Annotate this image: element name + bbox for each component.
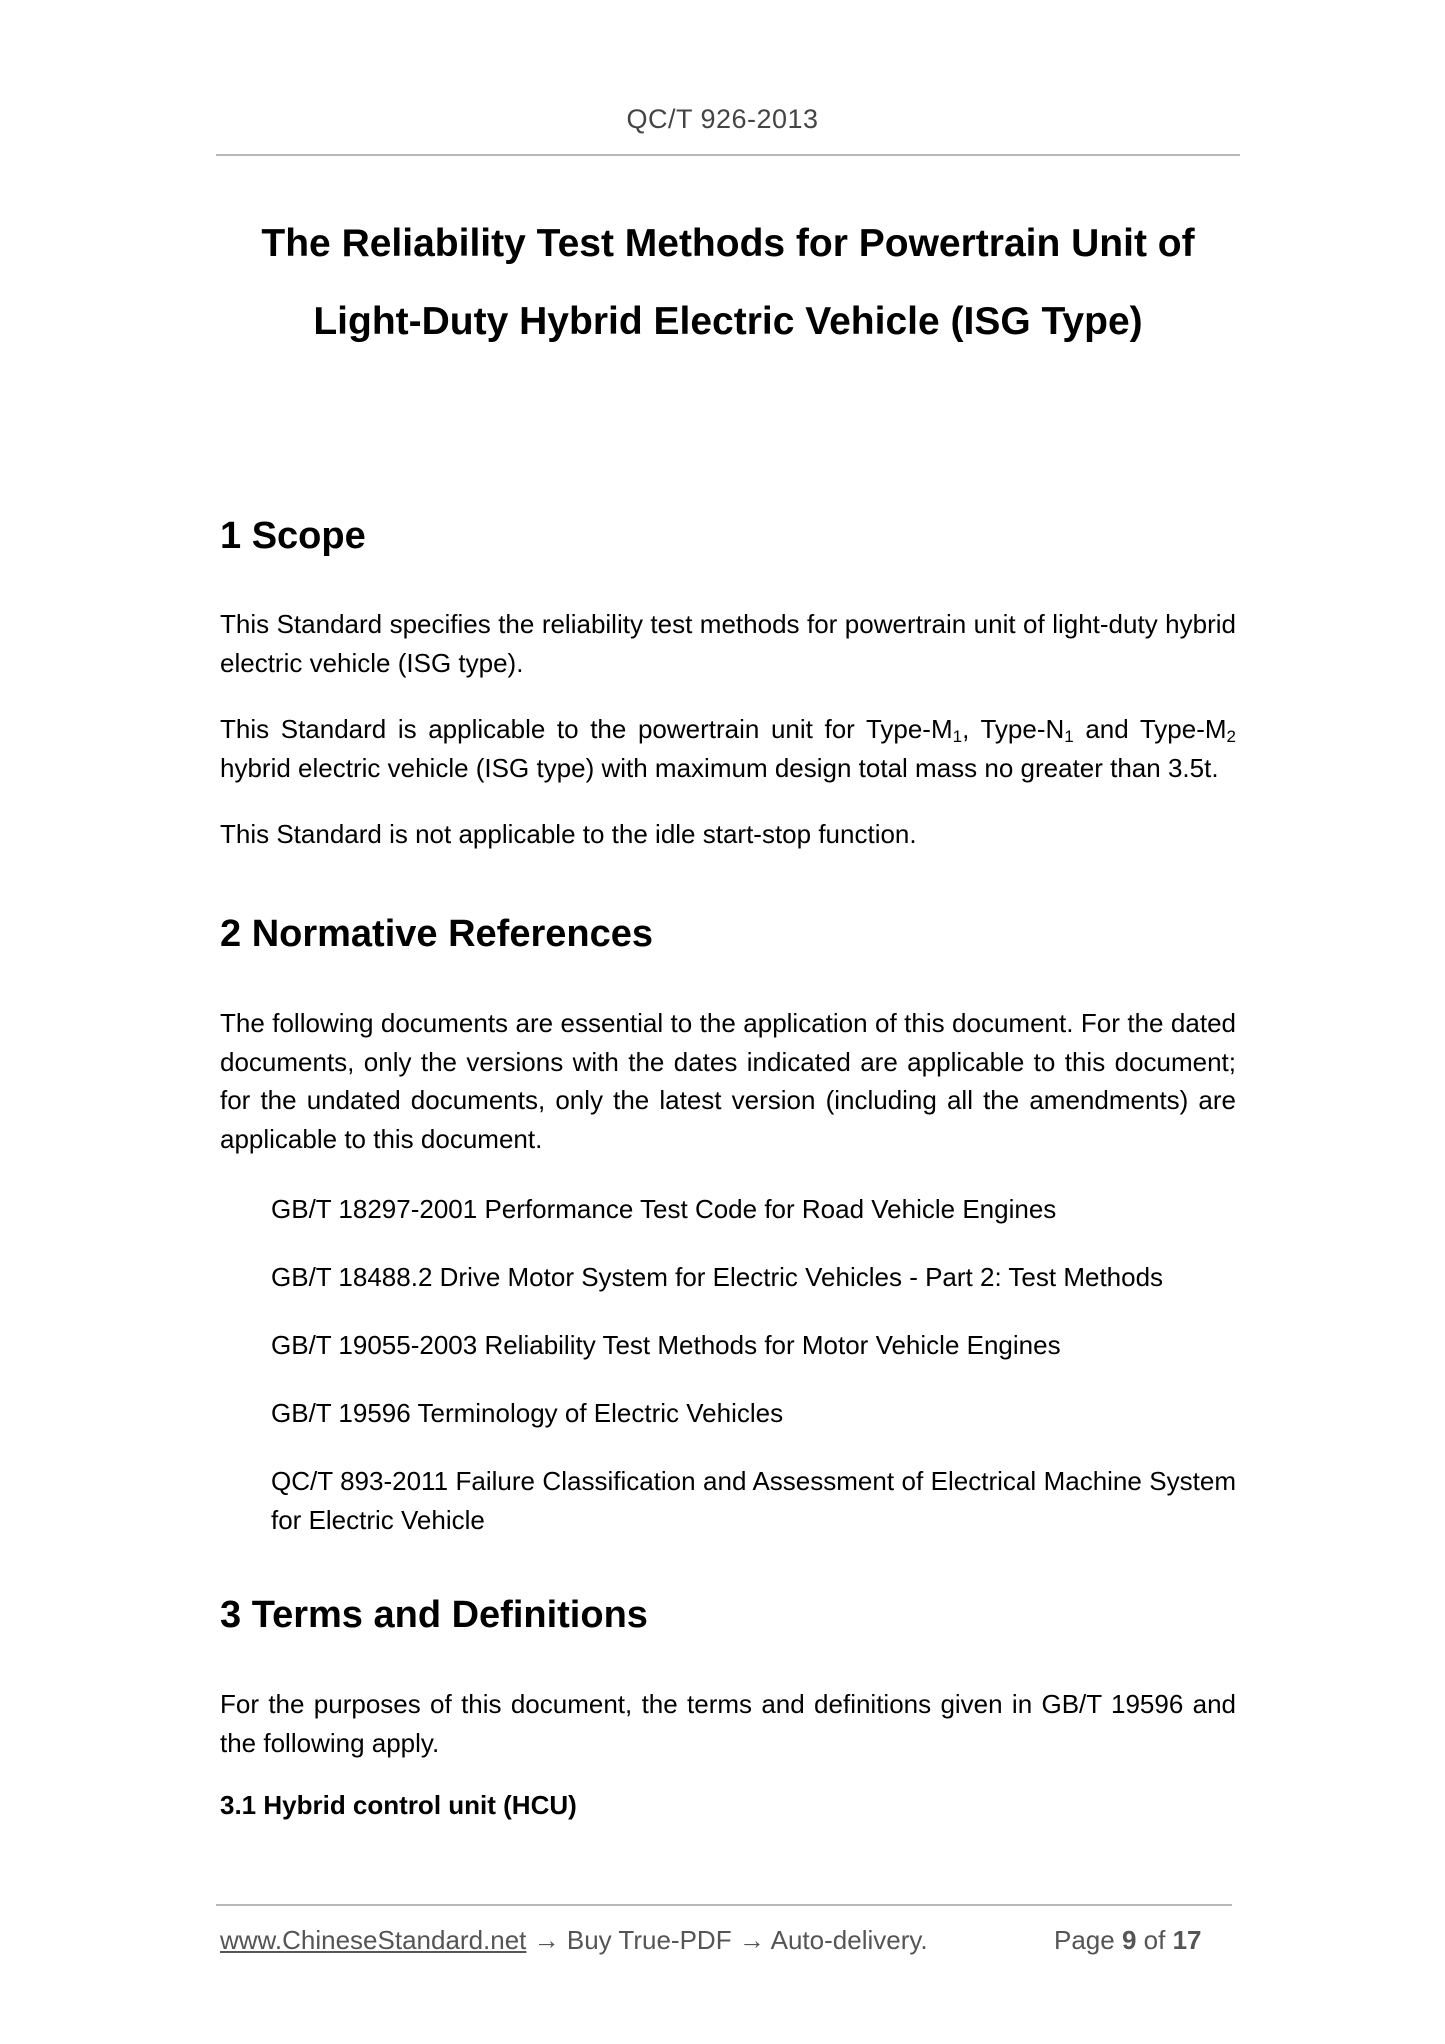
auto-delivery-text: Auto-delivery. [770,1925,928,1955]
arrow-right-icon: → [738,1925,765,1955]
arrow-right-icon: → [533,1925,560,1955]
website-link[interactable]: www.ChineseStandard.net [220,1925,527,1955]
page-of-label: of [1143,1925,1166,1955]
page-indicator [1054,1925,1202,1956]
subscript-m1: 1 [952,727,963,746]
footer-promo [220,1925,928,1956]
reference-item: QC/T 893-2011 Failure Classification and Assessment of Electrical Machine System for Electric Vehicle [271,1466,1236,1535]
scope-paragraph-3: This Standard is not applicable to the idle start-stop function. [220,819,917,849]
scope-paragraph-2-part-d: hybrid electric vehicle (ISG type) with maximum design total mass no greater than 3.5t. [220,752,1219,783]
scope-paragraph-2-part-b: , Type-N [962,714,1065,744]
header-standard-code: QC/T 926-2013 [626,104,819,134]
page-current: 9 [1121,1925,1137,1955]
section-1-heading: 1 Scope [220,515,366,557]
section-2-heading: 2 Normative References [220,913,653,955]
reference-item: GB/T 19055-2003 Reliability Test Methods for Motor Vehicle Engines [271,1330,1061,1360]
header-divider [216,154,1240,156]
reference-item: GB/T 18488.2 Drive Motor System for Electric Vehicles - Part 2: Test Methods [271,1262,1164,1292]
scope-paragraph-2 [220,710,1236,787]
document-title-line-1: The Reliability Test Methods for Powertrain Unit of [261,222,1195,265]
references-intro: The following documents are essential to the application of this document. For the dated documents, only the versions with the dates indicated are applicable to this document; for the undated documents, only the latest version (including all the amendments) are applicable to this document. [220,1008,1236,1154]
scope-paragraph-2-part-c: and Type-M [1073,714,1227,744]
section-3-heading: 3 Terms and Definitions [220,1594,648,1636]
terms-intro: For the purposes of this document, the terms and definitions given in GB/T 19596 and the following apply. [220,1689,1236,1758]
document-title [216,205,1240,361]
document-title-line-2: Light-Duty Hybrid Electric Vehicle (ISG Type) [313,300,1143,343]
scope-paragraph-1: This Standard specifies the reliability test methods for powertrain unit of light-duty hybrid electric vehicle (ISG type). [220,609,1236,678]
reference-item: GB/T 19596 Terminology of Electric Vehicles [271,1398,784,1428]
reference-item: GB/T 18297-2001 Performance Test Code for Road Vehicle Engines [271,1194,1057,1224]
page-total: 17 [1172,1925,1202,1955]
footer-divider [216,1904,1232,1906]
subscript-n1: 1 [1064,727,1074,746]
scope-paragraph-2-part-a: This Standard is applicable to the powertrain unit for Type-M [220,714,953,744]
page-label: Page [1054,1925,1115,1955]
subscript-m2: 2 [1226,727,1237,746]
subsection-3-1-heading: 3.1 Hybrid control unit (HCU) [220,1790,577,1820]
buy-true-pdf-text: Buy True-PDF [566,1925,732,1955]
